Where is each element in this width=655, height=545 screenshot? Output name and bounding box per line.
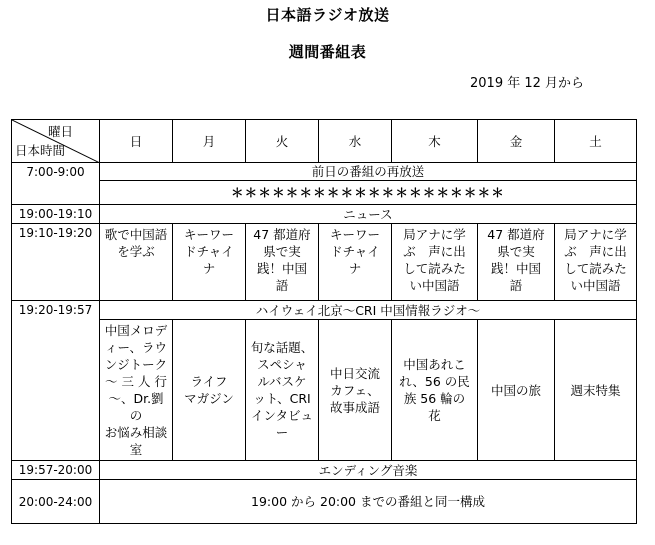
program-cell-repeat: 19:00 から 20:00 までの番組と同一構成 [100, 480, 637, 524]
program-cell-asterisks: ＊＊＊＊＊＊＊＊＊＊＊＊＊＊＊＊＊＊＊＊ [100, 181, 637, 205]
table-row [12, 461, 637, 480]
program-cell-fri: 中国の旅 [478, 320, 555, 461]
time-slot-cell: 19:00-19:10 [12, 205, 100, 224]
time-slot-cell: 19:10-19:20 [12, 224, 100, 301]
program-cell-mon: ライフ マガジン [173, 320, 246, 461]
table-row [12, 163, 637, 181]
time-slot-cell: 20:00-24:00 [12, 480, 100, 524]
program-cell-tue: 47 都道府 県で実 践！中国 語 [246, 224, 319, 301]
corner-time-label: 日本時間 [15, 143, 66, 158]
program-cell-mon: キーワー ドチャイ ナ [173, 224, 246, 301]
program-cell-rebroadcast: 前日の番組の再放送 [100, 163, 637, 181]
program-cell-news: ニュース [100, 205, 637, 224]
table-row [12, 224, 637, 301]
day-header-sun: 日 [100, 120, 173, 163]
time-slot-cell: 19:57-20:00 [12, 461, 100, 480]
table-row [12, 301, 637, 320]
program-cell-highway-beijing: ハイウェイ北京～CRI 中国情報ラジオ～ [100, 301, 637, 320]
program-cell-sun: 歌で中国語 を学ぶ [100, 224, 173, 301]
program-cell-wed: キーワー ドチャイ ナ [319, 224, 392, 301]
program-cell-thu: 局アナに学 ぶ 声に出 して読みた い中国語 [392, 224, 478, 301]
table-row [12, 181, 637, 205]
time-slot-cell: 7:00-9:00 [12, 163, 100, 205]
schedule-table [11, 119, 637, 524]
table-row [12, 320, 637, 461]
program-cell-ending-music: エンディング音楽 [100, 461, 637, 480]
program-cell-sun: 中国メロデ ィー、ラウ ンジトーク ～ 三 人 行 ～、Dr.劉の お悩み相談 室 [100, 320, 173, 461]
program-cell-sat: 局アナに学 ぶ 声に出 して読みた い中国語 [555, 224, 637, 301]
table-row [12, 480, 637, 524]
day-header-mon: 月 [173, 120, 246, 163]
corner-cell [12, 120, 100, 163]
day-header-tue: 火 [246, 120, 319, 163]
program-cell-wed: 中日交流 カフェ、 故事成語 [319, 320, 392, 461]
day-header-sat: 土 [555, 120, 637, 163]
day-header-fri: 金 [478, 120, 555, 163]
program-cell-sat: 週末特集 [555, 320, 637, 461]
page-title: 日本語ラジオ放送 [265, 6, 390, 24]
page-subtitle: 週間番組表 [288, 43, 367, 61]
table-row [12, 205, 637, 224]
effective-date: 2019 年 12 月から [470, 76, 585, 91]
corner-day-label: 曜日 [48, 124, 74, 139]
program-cell-fri: 47 都道府 県で実 践！中国 語 [478, 224, 555, 301]
time-slot-cell: 19:20-19:57 [12, 301, 100, 461]
program-cell-thu: 中国あれこ れ、56 の民 族 56 輪の 花 [392, 320, 478, 461]
day-header-wed: 水 [319, 120, 392, 163]
day-header-thu: 木 [392, 120, 478, 163]
program-cell-tue: 旬な話題、 スペシャ ルバスケ ット、CRI インタビュ ー [246, 320, 319, 461]
header-row [12, 120, 637, 163]
